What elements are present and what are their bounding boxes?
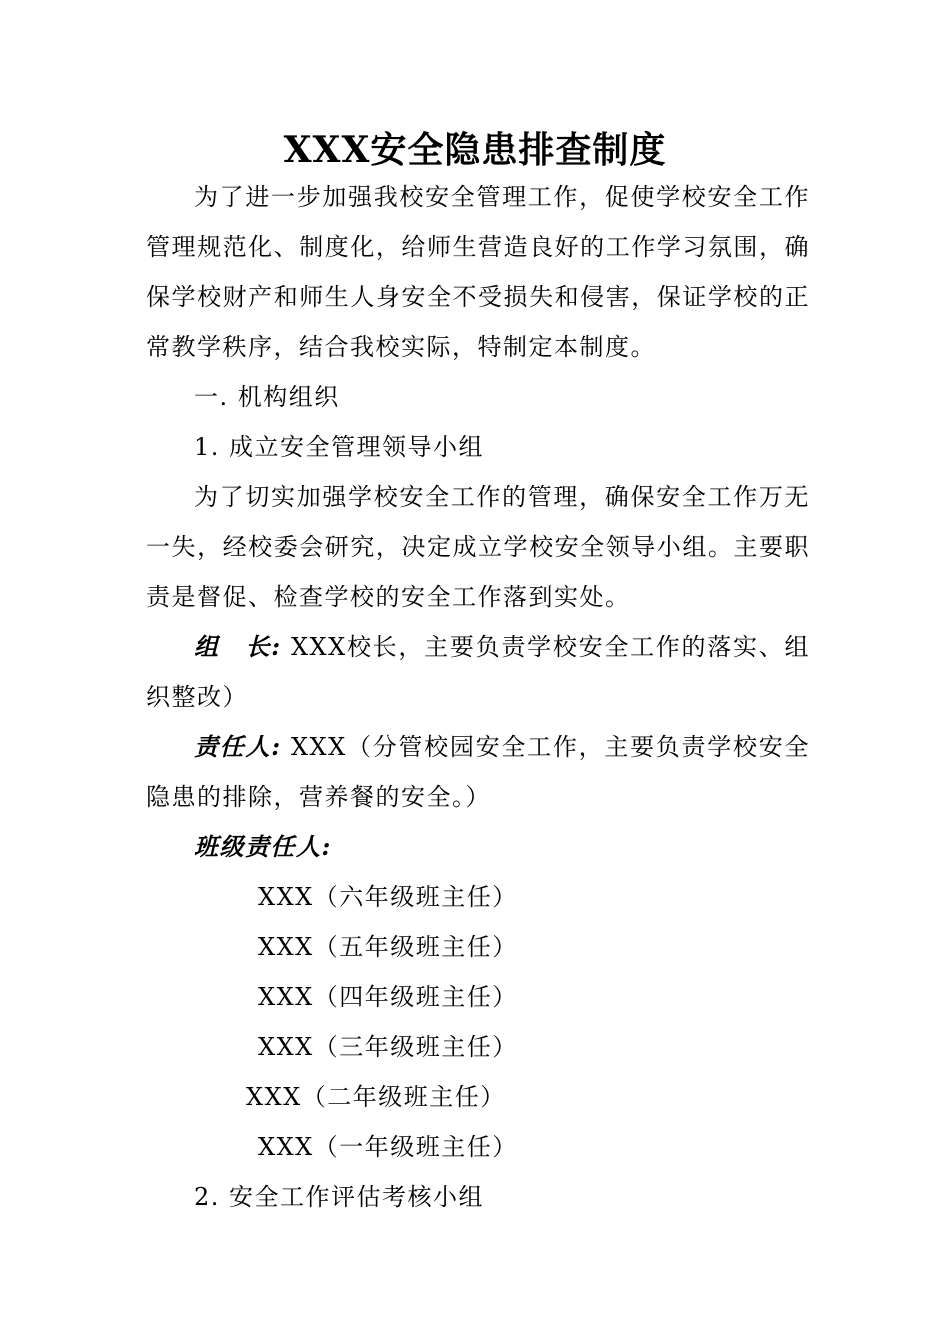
section-heading-organization: 一. 机构组织 (194, 383, 340, 411)
class-member-item: XXX（六年级班主任） (258, 883, 518, 911)
responsible-paragraph (146, 722, 810, 822)
class-member-item: XXX（二年级班主任） (246, 1083, 506, 1111)
intro-paragraph: 为了进一步加强我校安全管理工作，促使学校安全工作管理规范化、制度化，给师生营造良好的工作学习氛围，确保学校财产和师生人身安全不受损失和侵害，保证学校的正常教学秩序，结合我校实际，特制定本制度。 (146, 183, 810, 361)
document-title: XXX安全隐患排查制度 (283, 129, 667, 171)
class-responsible-heading (146, 822, 810, 872)
class-member-item: XXX（一年级班主任） (258, 1133, 518, 1161)
class-responsible-label: 班级责任人: (194, 832, 332, 861)
responsible-label: 责任人: (194, 732, 282, 761)
leader-paragraph (146, 622, 810, 722)
leader-text: XXX校长，主要负责学校安全工作的落实、组织整改） (146, 633, 810, 711)
class-member-item: XXX（五年级班主任） (258, 933, 518, 961)
responsible-text: XXX（分管校园安全工作，主要负责学校安全隐患的排除，营养餐的安全。） (146, 733, 810, 811)
document-body (146, 172, 810, 1222)
subsection-heading-leadership-group: 1. 成立安全管理领导小组 (194, 433, 485, 461)
subsection-heading-assessment-group: 2. 安全工作评估考核小组 (194, 1183, 485, 1211)
leader-label: 组 长: (194, 632, 282, 661)
class-member-item: XXX（四年级班主任） (258, 983, 518, 1011)
class-member-item: XXX（三年级班主任） (258, 1033, 518, 1061)
leadership-group-paragraph: 为了切实加强学校安全工作的管理，确保安全工作万无一失，经校委会研究，决定成立学校安全领导小组。主要职责是督促、检查学校的安全工作落到实处。 (146, 483, 810, 611)
